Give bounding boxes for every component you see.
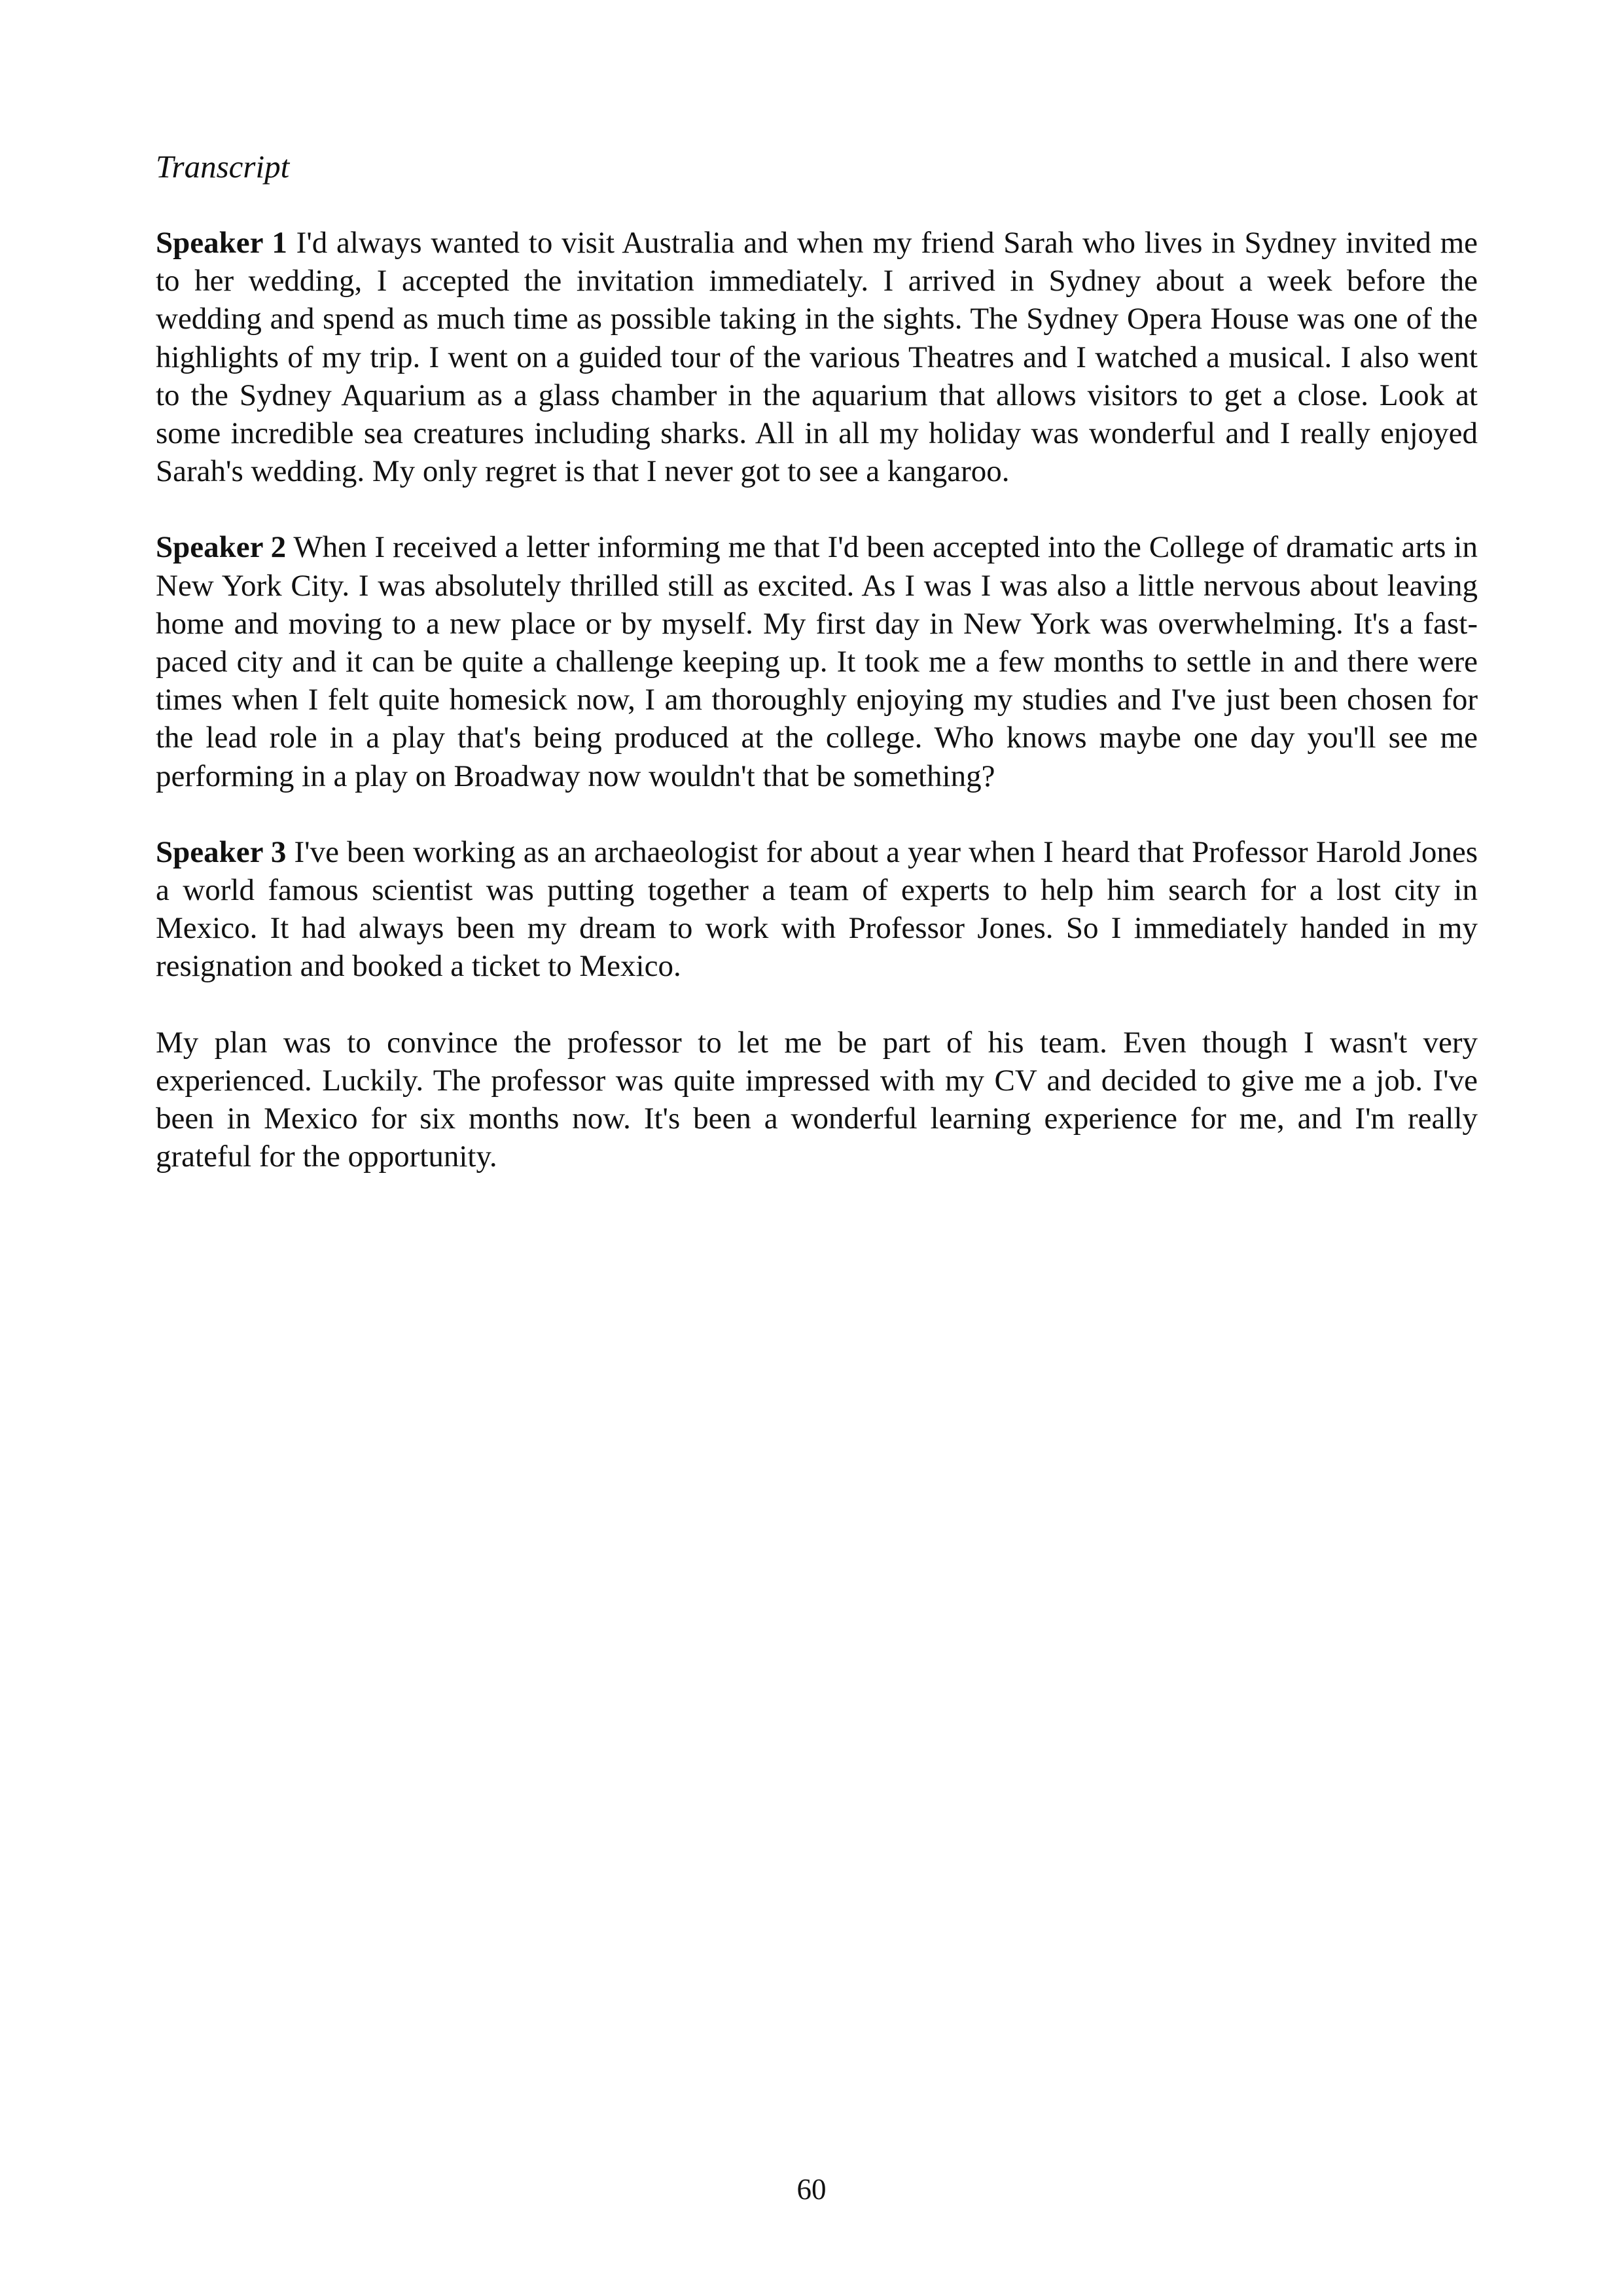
speaker-2-label: Speaker 2 (156, 530, 287, 565)
speaker-3-text: I've been working as an archaeologist for about a year when I heard that Professor Harold Jones a world famous scientist was putting together a team of experts to help him search for a lost city in Mexico. It had always been my dream to work with Professor Jones. So I immediately handed in my resignation and booked a ticket to Mexico. (156, 834, 1478, 984)
speaker-1-text: I'd always wanted to visit Australia and when my friend Sarah who lives in Sydney invited me to her wedding, I accepted the invitation immediately. I arrived in Sydney about a week before the wedding and spend as much time as possible taking in the sights. The Sydney Opera House was one of the highlights of my trip. I went on a guided tour of the various Theatres and I watched a musical. I also went to the Sydney Aquarium as a glass chamber in the aquarium that allows visitors to get a close. Look at some incredible sea creatures including sharks. All in all my holiday was wonderful and I really enjoyed Sarah's wedding. My only regret is that I never got to see a kangaroo. (156, 226, 1478, 489)
document-title: Transcript (156, 149, 290, 185)
speaker-2-paragraph (156, 528, 1478, 795)
speaker-2-text: When I received a letter informing me that I'd been accepted into the College of dramatic arts in New York City. I was absolutely thrilled still as excited. As I was I was also a little nervous about leaving home and moving to a new place or by myself. My first day in New York was overwhelming. It's a fast-paced city and it can be quite a challenge keeping up. It took me a few months to settle in and there were times when I felt quite homesick now, I am thoroughly enjoying my studies and I've just been chosen for the lead role in a play that's being produced at the college. Who knows maybe one day you'll see me performing in a play on Broadway now wouldn't that be something? (156, 530, 1478, 793)
continuation-paragraph (156, 1024, 1478, 1176)
page-number: 60 (796, 2173, 827, 2206)
speaker-1-paragraph (156, 224, 1478, 490)
continuation-text: My plan was to convince the professor to let me be part of his team. Even though I wasn't very experienced. Luckily. The professor was quite impressed with my CV and decided to give me a job. I've been in Mexico for six months now. It's been a wonderful learning experience for me, and I'm really grateful for the opportunity. (156, 1025, 1478, 1174)
speaker-3-label: Speaker 3 (156, 834, 287, 869)
speaker-3-paragraph (156, 833, 1478, 986)
speaker-1-label: Speaker 1 (156, 226, 287, 260)
page-content (156, 148, 1478, 1213)
